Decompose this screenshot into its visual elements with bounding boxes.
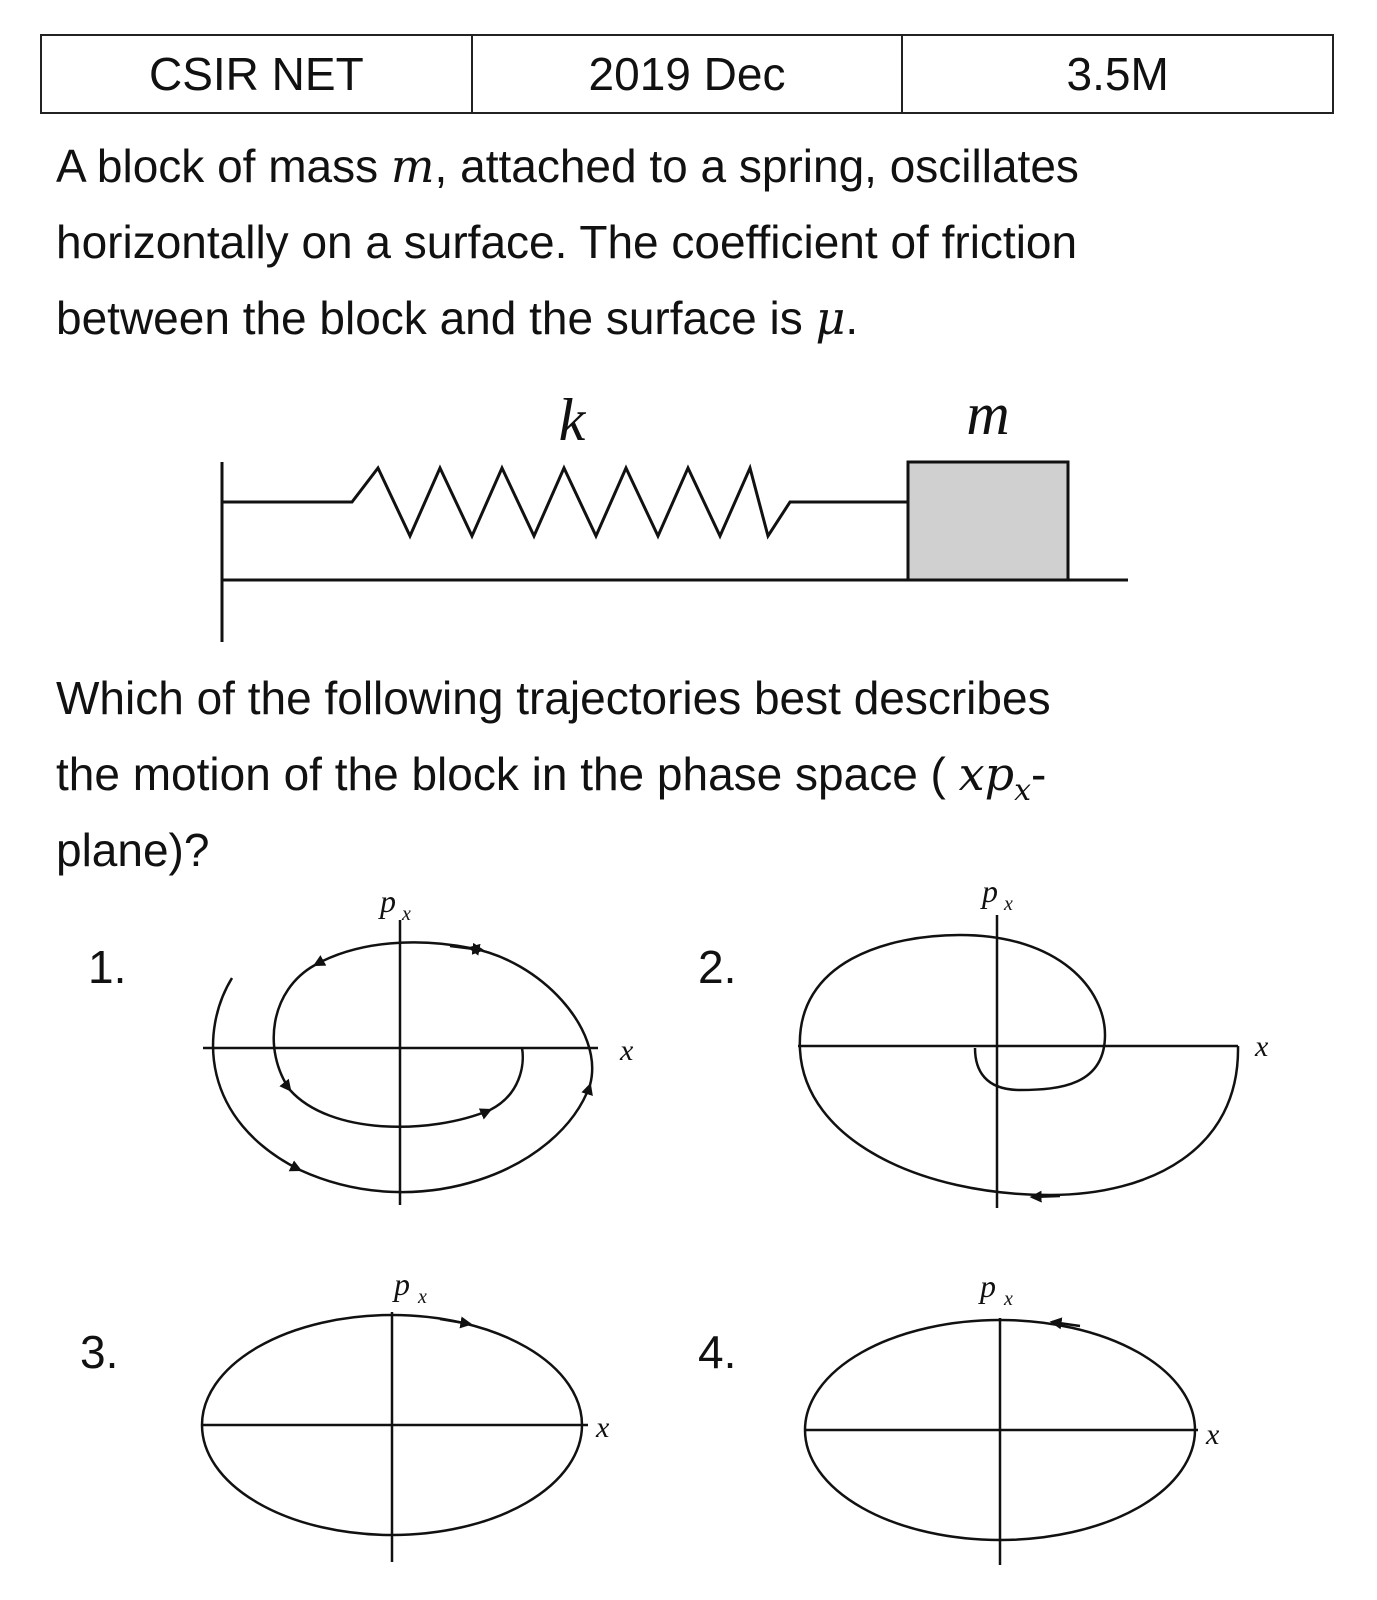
option-1-graph — [203, 920, 598, 1205]
xp-symbol: xp — [958, 747, 1015, 801]
option-2-graph — [798, 915, 1238, 1208]
option-2-p-sub: x — [1004, 893, 1013, 915]
option-3-p-label: p — [394, 1266, 410, 1302]
option-4-number: 4. — [698, 1326, 737, 1378]
question-line-6: plane)? — [56, 824, 210, 876]
session-cell: 2019 Dec — [473, 36, 904, 112]
option-4-p-sub: x — [1004, 1288, 1013, 1310]
option-4-p-label: p — [980, 1268, 996, 1304]
option-1-p-sub: x — [402, 903, 411, 925]
spring-label: k — [558, 387, 586, 453]
marks-cell: 3.5M — [1066, 48, 1169, 100]
option-3-number: 3. — [80, 1326, 119, 1378]
option-3-x-label: x — [596, 1411, 610, 1444]
option-4-x-label: x — [1206, 1418, 1220, 1451]
question-line-1: A block of mass m, attached to a spring, oscillates — [56, 139, 1079, 193]
option-2-number: 2. — [698, 941, 737, 993]
option-1-number: 1. — [88, 941, 127, 993]
option-3-arrow — [440, 1319, 470, 1324]
question-line-3: between the block and the surface is μ. — [56, 291, 859, 345]
question-line-2: horizontally on a surface. The coefficient of friction — [56, 216, 1078, 268]
question-line-5: the motion of the block in the phase space ( $xp_x-$ — [56, 747, 1047, 809]
mu-symbol: μ — [815, 291, 846, 345]
option-1-trajectory — [213, 942, 592, 1192]
exam-cell: CSIR NET — [42, 36, 473, 112]
option-3-p-sub: x — [418, 1286, 427, 1308]
option-2-p-label: p — [982, 873, 998, 909]
mass-block — [908, 462, 1068, 580]
option-2-trajectory — [800, 935, 1238, 1195]
mass-label: m — [966, 381, 1010, 447]
option-4-graph — [805, 1318, 1198, 1565]
option-3-graph — [202, 1312, 588, 1562]
spring-mass-diagram — [222, 462, 1128, 642]
option-1-p-label: p — [380, 883, 396, 919]
option-2-x-label: x — [1255, 1030, 1269, 1063]
option-2-arrow — [1032, 1196, 1060, 1197]
option-1-x-label: x — [620, 1034, 634, 1067]
mass-symbol: m — [390, 139, 435, 193]
question-line-4: Which of the following trajectories best describes — [56, 672, 1051, 724]
spring — [222, 468, 908, 536]
